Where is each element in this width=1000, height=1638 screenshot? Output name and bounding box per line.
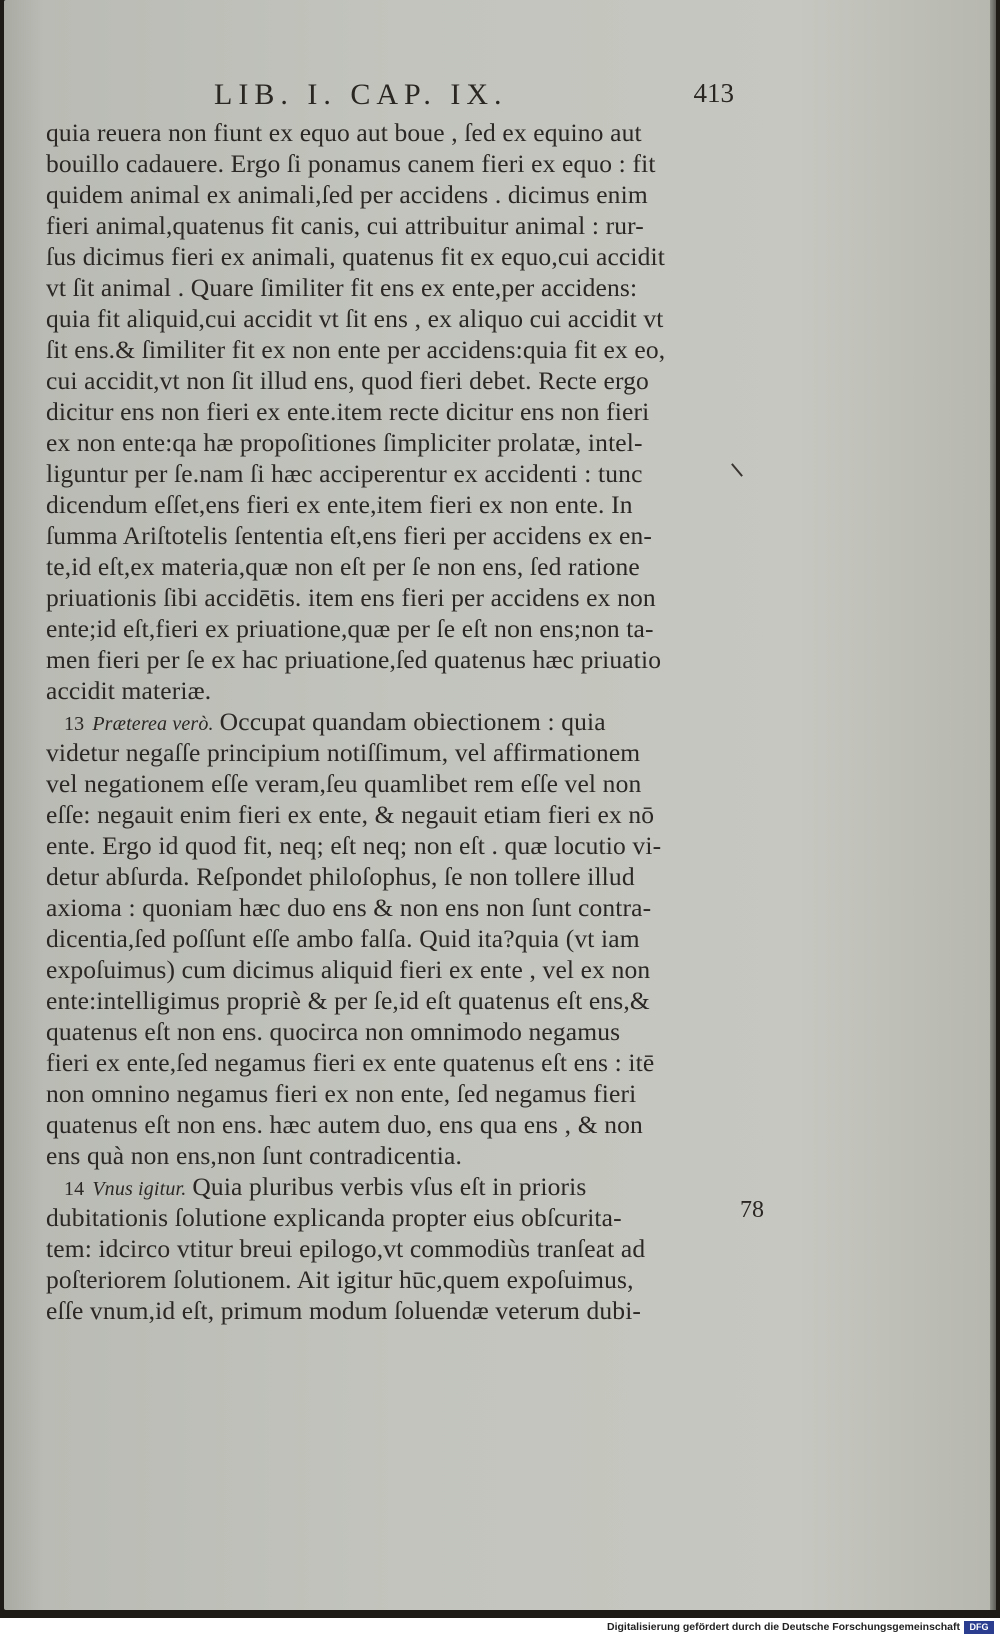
text-line: Occupat quandam obiectionem : quia xyxy=(219,707,606,736)
text-line: ſit ens.& ſimiliter fit ex non ente per accidens:quia fit ex eo, xyxy=(46,335,666,364)
lemma: Vnus igitur. xyxy=(92,1178,187,1200)
text-line: fieri animal,quatenus fit canis, cui attribuitur animal : rur- xyxy=(46,211,644,240)
text-line: dicitur ens non fieri ex ente.item recte dicitur ens non fieri xyxy=(46,397,650,426)
text-line: accidit materiæ. xyxy=(46,676,212,705)
running-head: LIB. I. CAP. IX. xyxy=(214,78,508,111)
text-line: ſumma Ariſtotelis ſententia eſt,ens fieri per accidens ex en- xyxy=(46,521,653,550)
text-line: detur abſurda. Reſpondet philoſophus, ſe non tollere illud xyxy=(46,862,635,891)
text-line: vt ſit animal . Quare ſimiliter fit ens ex ente,per accidens: xyxy=(46,273,638,302)
section-first-line xyxy=(46,706,722,737)
text-line: vel negationem eſſe veram,ſeu quamlibet rem eſſe vel non xyxy=(46,769,642,798)
text-line: poſteriorem ſolutionem. Ait igitur hūc,quem expoſuimus, xyxy=(46,1265,634,1294)
text-line: priuationis ſibi accidētis. item ens fieri per accidens ex non xyxy=(46,583,656,612)
text-line: ex non ente:qa hæ propoſitiones ſimpliciter prolatæ, intel- xyxy=(46,428,643,457)
text-line: bouillo cadauere. Ergo ſi ponamus canem fieri ex equo : fit xyxy=(46,149,656,178)
text-line: fieri ex ente,ſed negamus fieri ex ente quatenus eſt ens : itē xyxy=(46,1048,655,1077)
text-line: dubitationis ſolutione explicanda propter eius obſcurita- xyxy=(46,1203,622,1232)
page-number: 413 xyxy=(693,78,734,108)
text-line: quatenus eſt non ens. quocirca non omnimodo negamus xyxy=(46,1017,621,1046)
footer-credit: Digitalisierung gefördert durch die Deutsche Forschungsgemeinschaft xyxy=(607,1621,960,1633)
section-first-line xyxy=(46,1171,722,1202)
text-line: cui accidit,vt non ſit illud ens, quod fieri debet. Recte ergo xyxy=(46,366,649,395)
dfg-logo: DFG xyxy=(964,1621,994,1634)
text-line: eſſe: negauit enim fieri ex ente, & negauit etiam fieri ex nō xyxy=(46,800,655,829)
text-line: ſus dicimus fieri ex animali, quatenus fit ex equo,cui accidit xyxy=(46,242,665,271)
text-line: quidem animal ex animali,ſed per accidens . dicimus enim xyxy=(46,180,648,209)
margin-note: 78 xyxy=(740,1197,764,1223)
text-line: axioma : quoniam hæc duo ens & non ens non ſunt contra- xyxy=(46,893,652,922)
text-line: quia fit aliquid,cui accidit vt ſit ens , ex aliquo cui accidit vt xyxy=(46,304,664,333)
body-text xyxy=(46,117,722,1326)
text-line: eſſe vnum,id eſt, primum modum ſoluendæ veterum dubi- xyxy=(46,1296,642,1325)
text-line: tem: idcirco vtitur breui epilogo,vt commodiùs tranſeat ad xyxy=(46,1234,646,1263)
book-page xyxy=(4,0,996,1610)
text-line: quatenus eſt non ens. hæc autem duo, ens qua ens , & non xyxy=(46,1110,643,1139)
footer-bar xyxy=(0,1618,1000,1638)
text-line: non omnino negamus fieri ex non ente, ſed negamus fieri xyxy=(46,1079,637,1108)
text-line: dicendum eſſet,ens fieri ex ente,item fieri ex non ente. In xyxy=(46,490,633,519)
lemma: Præterea verò. xyxy=(92,713,214,735)
text-line: ente;id eſt,fieri ex priuatione,quæ per ſe eſt non ens;non ta- xyxy=(46,614,654,643)
margin-tick-mark xyxy=(731,463,743,477)
text-line: ente:intelligimus propriè & per ſe,id eſt quatenus eſt ens,& xyxy=(46,986,650,1015)
text-line: te,id eſt,ex materia,quæ non eſt per ſe non ens, ſed ratione xyxy=(46,552,640,581)
text-line: ente. Ergo id quod fit, neq; eſt neq; non eſt . quæ locutio vi- xyxy=(46,831,662,860)
section-number: 13 xyxy=(64,713,85,735)
text-line: expoſuimus) cum dicimus aliquid fieri ex ente , vel ex non xyxy=(46,955,651,984)
section-number: 14 xyxy=(64,1178,85,1200)
text-line: quia reuera non fiunt ex equo aut boue , ſed ex equino aut xyxy=(46,118,642,147)
text-line: dicentia,ſed poſſunt eſſe ambo falſa. Quid ita?quia (vt iam xyxy=(46,924,640,953)
page-edge xyxy=(990,0,996,1610)
text-line: videtur negaſſe principium notiſſimum, vel affirmationem xyxy=(46,738,641,767)
text-line: liguntur per ſe.nam ſi hæc acciperentur ex accidenti : tunc xyxy=(46,459,643,488)
text-line: Quia pluribus verbis vſus eſt in prioris xyxy=(192,1172,587,1201)
text-line: ens quà non ens,non ſunt contradicentia. xyxy=(46,1141,463,1170)
page-header xyxy=(214,78,734,118)
text-line: men fieri per ſe ex hac priuatione,ſed quatenus hæc priuatio xyxy=(46,645,662,674)
